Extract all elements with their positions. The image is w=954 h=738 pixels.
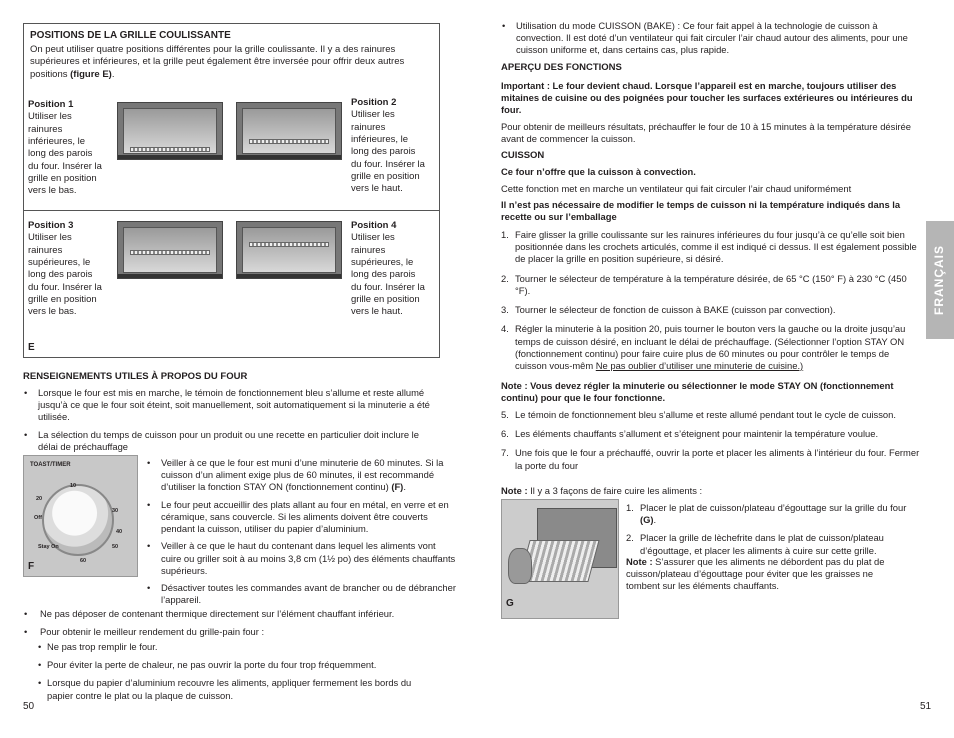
tick-label: 10: [70, 483, 77, 489]
list-item: • Ne pas déposer de contenant thermique directement sur l’élément chauffant inférieur.: [23, 608, 443, 620]
renseignements-bullets: [23, 387, 433, 458]
sub-bullets: [37, 641, 437, 708]
figure-g-label: G: [506, 598, 514, 609]
important-note: Important : Le four devient chaud. Lorsque l’appareil est en marche, toujours utiliser des mitaines de cuisine ou des poignées pour toucher les surfaces extérieures ou intérieures du four.: [501, 80, 913, 116]
renseignements-heading: RENSEIGNEMENTS UTILES À PROPOS DU FOUR: [23, 371, 248, 382]
tick-label: 60: [80, 558, 87, 564]
position-2: Position 2 Utiliser les rainures inférieures, le long des parois du four. Insérer la grille en position vers le haut.: [351, 97, 425, 195]
note-a: Note : Vous devez régler la minuterie ou sélectionner le mode STAY ON (fonctionnement continu) pour que le four fonctionne.: [501, 380, 894, 404]
steps-b: [501, 409, 921, 479]
list-item: • Lorsque le four est mis en marche, le témoin de fonctionnement bleu s’allume et reste allumé jusqu’à ce que le four soit éteint, soit manuellement, soit automatiquement si la minuterie a été utilisée.: [23, 387, 433, 424]
oven-image-position-3: [117, 221, 223, 279]
page-number-right: 51: [920, 701, 932, 712]
list-item: • Utilisation du mode CUISSON (BAKE) : Ce four fait appel à la technologie de cuisson à convection. Il est doté d’un ventilateur qui fait circuler l’air chaud autour des aliments, pour une cuisson uniforme et, dans certains cas, plus rapide.: [501, 20, 921, 57]
grille-title: POSITIONS DE LA GRILLE COULISSANTE: [30, 30, 231, 41]
g-note: Note : S’assurer que les aliments ne débordent pas du plat de cuisson/plateau d’égouttage pour éviter que les graisses ne tombent sur les éléments chauffants.: [626, 556, 885, 592]
cuisson-heading: CUISSON: [501, 150, 545, 161]
oven-image-position-4: [236, 221, 342, 279]
tick-label: Off: [34, 515, 42, 521]
steps-a: [501, 229, 921, 379]
timer-dial-image: [23, 455, 138, 577]
list-item: 5. Le témoin de fonctionnement bleu s’allume et reste allumé pendant tout le cycle de cuisson.: [501, 409, 896, 420]
right-page: [477, 0, 954, 738]
list-item: 1. Faire glisser la grille coulissante sur les rainures inférieures du four jusqu’à ce qu’elle soit bien positionnée dans les crochets articulés, comme il est indiqué ci dessus. Il est également possible de placer la grille en position supérieure, si désiré.: [501, 229, 917, 265]
list-item: • Lorsque du papier d’aluminium recouvre les aliments, appliquer fermement les bords du papier contre le plat ou la plaque de cuisson.: [37, 677, 437, 701]
list-item: • Pour obtenir le meilleur rendement du grille-pain four :: [23, 626, 443, 638]
list-item: • Le four peut accueillir des plats allant au four en métal, en verre et en céramique, sans couvercle. Si les aliments doivent être couverts pendant la cuisson, utiliser du papier d’aluminium.: [146, 499, 458, 536]
position-1: Position 1 Utiliser les rainures inférieures, le long des parois du four. Insérer la grille en position vers le bas.: [28, 99, 102, 197]
list-item: • Veiller à ce que le four est muni d’une minuterie de 60 minutes. Si la cuisson d’un aliment exige plus de 60 minutes, il est recommandé d’utiliser la fonction STAY ON (fonctionnement continu) (F).: [146, 457, 458, 494]
list-item: • Veiller à ce que le haut du contenant dans lequel les aliments vont cuire ou griller soit à au moins 3,8 cm (1½ po) des éléments chauffants supérieurs.: [146, 540, 458, 577]
grille-divider: [24, 210, 439, 211]
language-tab: [926, 221, 954, 339]
list-item: 6. Les éléments chauffants s’allument et s’éteignent pour maintenir la température voulue.: [501, 428, 879, 440]
preheat-text: Pour obtenir de meilleurs résultats, préchauffer le four de 10 à 15 minutes à la température désirée avant de commencer la cuisson.: [501, 121, 911, 145]
list-item: • Ne pas trop remplir le four.: [37, 641, 437, 653]
figure-f-label: F: [28, 561, 35, 572]
list-item: • Pour éviter la perte de chaleur, ne pas ouvrir la porte du four trop fréquemment.: [37, 659, 437, 671]
grille-intro: On peut utiliser quatre positions différentes pour la grille coulissante. Il y a des rainures supérieures et inférieures, et la grille peut également être inversée pour offrir deux autres positions (figure E).: [30, 44, 405, 80]
timer-label: TOAST/TIMER: [30, 462, 71, 468]
position-4: Position 4 Utiliser les rainures supérieures, le long des parois du four. Insérer la grille en position vers le haut.: [351, 220, 425, 318]
position-3: Position 3 Utiliser les rainures supérieures, le long des parois du four. Insérer la grille en position vers le bas.: [28, 220, 102, 318]
list-item: 1. Placer le plat de cuisson/plateau d’égouttage sur la grille du four (G).: [626, 502, 907, 526]
oven-image-position-2: [236, 102, 342, 160]
tick-label: 50: [112, 544, 119, 550]
lower-bullets: [23, 608, 443, 644]
list-item: 7. Une fois que le four a préchauffé, ouvrir la porte et placer les aliments à l’intérieur du four. Fermer la porte du four: [501, 447, 920, 471]
drip-tray-image: [501, 499, 619, 619]
list-item: 2. Placer la grille de lèchefrite dans le plat de cuisson/plateau d’égouttage, et placer les aliments à cuire sur cette grille.: [626, 532, 884, 556]
no-modify-text: Il n’est pas nécessaire de modifier le temps de cuisson ni la température indiqués dans la recette ou sur l’emballage: [501, 199, 901, 223]
note-b: Note : Il y a 3 façons de faire cuire les aliments :: [501, 485, 703, 496]
page-number-left: 50: [23, 701, 35, 712]
tick-label: 30: [112, 508, 119, 514]
grille-positions-box: [23, 23, 440, 358]
figure-e-label: E: [28, 342, 35, 353]
g-steps: [626, 502, 908, 563]
apercu-heading: APERÇU DES FONCTIONS: [501, 62, 622, 73]
tick-label: 20: [36, 496, 43, 502]
list-item: • La sélection du temps de cuisson pour un produit ou une recette en particulier doit inclure le délai de préchauffage: [23, 429, 433, 453]
fan-text: Cette fonction met en marche un ventilateur qui fait circuler l’air chaud uniformément: [501, 183, 852, 194]
tick-label: 40: [116, 529, 123, 535]
bake-bullet: [501, 20, 921, 62]
list-item: 4. Régler la minuterie à la position 20, puis tourner le bouton vers la gauche ou la droite jusqu’au temps de cuisson désiré, en incluant le délai de préchauffage. (Sélectionner l’option STAY ON (fonctionnement continu) pour faire cuire plus de 60 minutes ou pour contrôler le temps de cuisson vous-mêm Ne pas oublier d’utiliser une minuterie de cuisine.): [501, 323, 906, 371]
list-item: 3. Tourner le sélecteur de fonction de cuisson à BAKE (cuisson par convection).: [501, 304, 836, 316]
language-tab-label: FRANÇAIS: [932, 245, 947, 315]
timer-side-bullets: [146, 457, 458, 611]
oven-image-position-1: [117, 102, 223, 160]
convection-only: Ce four n’offre que la cuisson à convection.: [501, 166, 696, 177]
hand-shape: [508, 548, 532, 584]
tick-label: Stay On: [38, 544, 59, 550]
list-item: • Désactiver toutes les commandes avant de brancher ou de débrancher l’appareil.: [146, 582, 458, 606]
list-item: 2. Tourner le sélecteur de température à la température désirée, de 65 °C (150° F) à 230 °C (450 °F).: [501, 272, 907, 296]
